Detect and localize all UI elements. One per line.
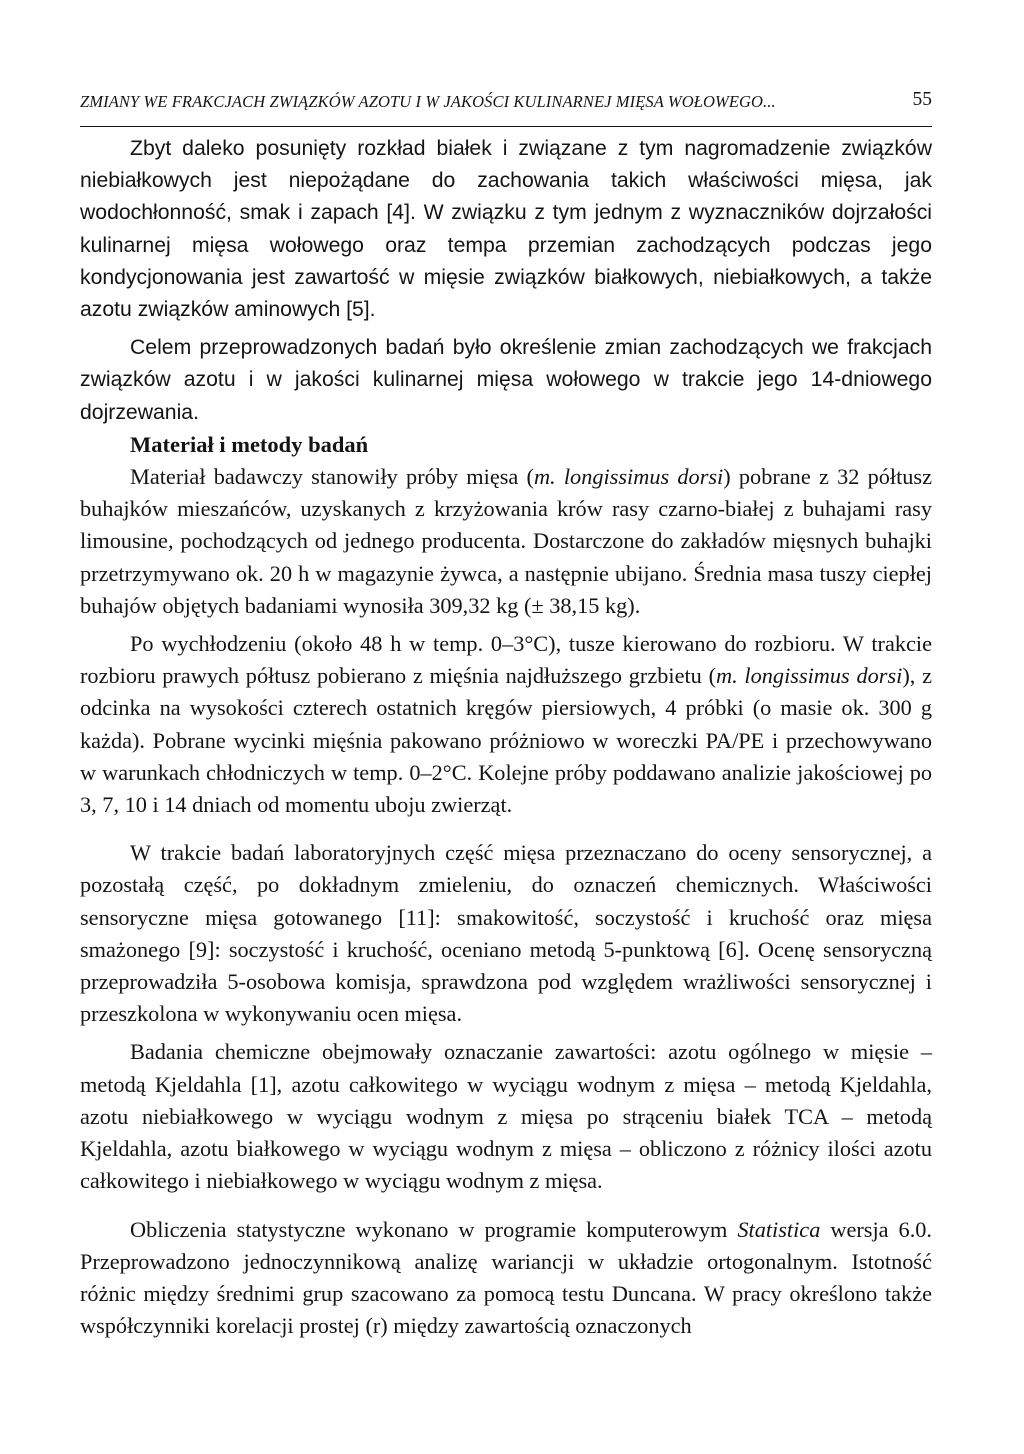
page-number: 55 — [912, 89, 932, 110]
latin-term: m. longissimus dorsi — [716, 663, 903, 689]
text-run: wersja 6.0. Przeprowadzono jednoczynnikową analizę wariancji w układzie ortogonalnym. Istotność różnic między średnimi grup szacowano za pomocą testu Duncana. W pracy określono także współczynniki korelacji prostej (r) między zawartością oznaczonych — [80, 1216, 932, 1339]
running-title: ZMIANY WE FRAKCJACH ZWIĄZKÓW AZOTU I W JAKOŚCI KULINARNEJ MIĘSA WOŁOWEGO... — [80, 92, 776, 111]
text-run: ), z odcinka na wysokości czterech ostatnich kręgów piersiowych, 4 próbki (o masie ok. 300 g każda). Pobrane wycinki mięśnia pakowano próżniowo w woreczki PA/PE i przechowywano w warunkach chłodniczych w temp. 0–2°C. Kolejne próby poddawano analizie jakościowej po 3, 7, 10 i 14 dniach od momentu uboju zwierząt. — [80, 663, 932, 818]
text-run: Materiał badawczy stanowiły próby mięsa ( — [130, 464, 534, 490]
page-body — [80, 133, 932, 1342]
text-run: Obliczenia statystyczne wykonano w programie komputerowym — [130, 1216, 738, 1242]
software-name: Statistica — [737, 1216, 821, 1242]
methods-paragraph-5 — [80, 1214, 932, 1343]
methods-paragraph-2 — [80, 628, 932, 821]
methods-paragraph-4: Badania chemiczne obejmowały oznaczanie zawartości: azotu ogólnego w mięsie – metodą Kjeldahla [1], azotu całkowitego w wyciągu wodnym z mięsa – metodą Kjeldahla, azotu niebiałkowego w wyciągu wodnym z mięsa po strąceniu białek TCA – metodą Kjeldahla, azotu białkowego w wyciągu wodnym z mięsa – obliczono z różnicy ilości azotu całkowitego i niebiałkowego w wyciągu wodnym z mięsa. — [80, 1039, 932, 1194]
text-run: Po wychłodzeniu (około 48 h w temp. 0–3°C), tusze kierowano do rozbioru. W trakcie rozbioru prawych półtusz pobierano z mięśnia najdłuższego grzbietu ( — [80, 631, 932, 689]
intro-paragraph-2: Celem przeprowadzonych badań było określenie zmian zachodzących we frakcjach związków azotu i w jakości kulinarnej mięsa wołowego w trakcie jego 14-dniowego dojrzewania. — [80, 336, 932, 424]
section-heading: Materiał i metody badań — [130, 431, 369, 457]
intro-paragraph-1: Zbyt daleko posunięty rozkład białek i związane z tym nagromadzenie związków niebiałkowych jest niepożądane do zachowania takich właściwości mięsa, jak wodochłonność, smak i zapach [4]. W związku z tym jednym z wyznaczników dojrzałości kulinarnej mięsa wołowego oraz tempa przemian zachodzących podczas jego kondycjonowania jest zawartość w mięsie związków białkowych, niebiałkowych, a także azotu związków aminowych [5]. — [80, 137, 932, 322]
methods-paragraph-3: W trakcie badań laboratoryjnych część mięsa przeznaczano do oceny sensorycznej, a pozostałą część, po dokładnym zmieleniu, do oznaczeń chemicznych. Właściwości sensoryczne mięsa gotowanego [11]: smakowitość, soczystość i kruchość oraz mięsa smażonego [9]: soczystość i kruchość, oceniano metodą 5-punktową [6]. Ocenę sensoryczną przeprowadziła 5-osobowa komisja, sprawdzona pod względem wrażliwości sensorycznej i przeszkolona w wykonywaniu ocen mięsa. — [80, 840, 932, 1027]
page-header — [80, 86, 932, 127]
methods-paragraph-1 — [80, 461, 932, 622]
latin-term: m. longissimus dorsi — [533, 464, 724, 490]
text-run: ) pobrane z 32 półtusz buhajków mieszańców, uzyskanych z krzyżowania krów rasy czarno-białej z buhajami rasy limousine, pochodzących od jednego producenta. Dostarczone do zakładów mięsnych buhajki przetrzymywano ok. 20 h w magazynie żywca, a następnie ubijano. Średnia masa tuszy ciepłej buhajów objętych badaniami wynosiła 309,32 kg (± 38,15 kg). — [80, 464, 932, 618]
